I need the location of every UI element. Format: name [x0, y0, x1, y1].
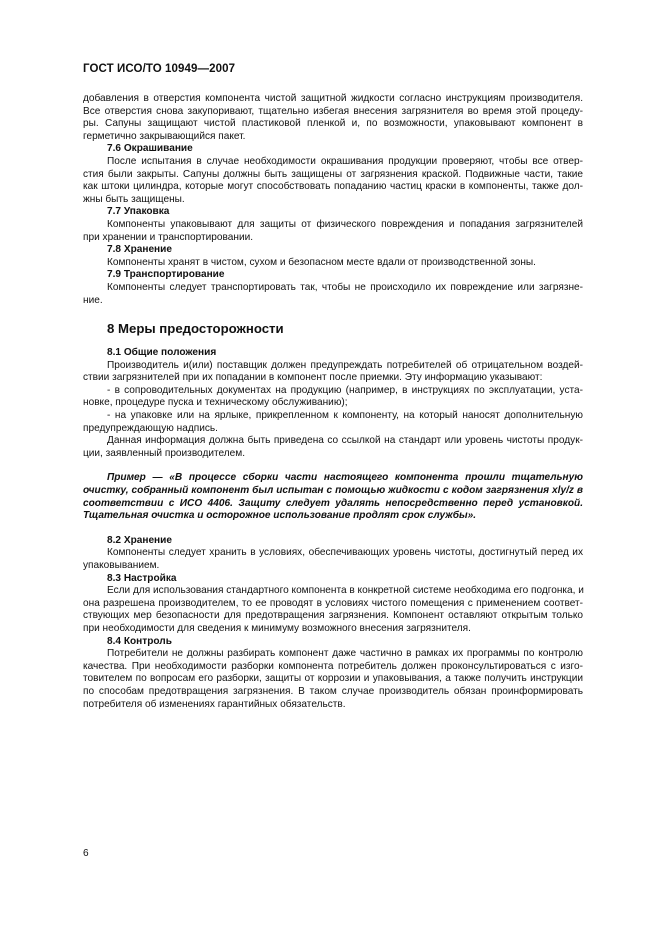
- text-line: новке, процедуре пуска и техническому обслуживанию);: [83, 397, 348, 409]
- text-line: Пример — «В процессе сборки части настоящего компонента прошли тщательную: [107, 472, 583, 484]
- text-line: как штоки цилиндра, которые могут способствовать попаданию частиц краски в компоненты, также дол-: [83, 181, 583, 193]
- example-paragraph: [83, 472, 583, 522]
- heading-7-9: 7.9 Транспортирование: [107, 269, 225, 281]
- text-line: при необходимости для сведения к минимуму возможного внесения загрязнителя.: [83, 622, 471, 634]
- text-line: очистку, собранный компонент был испытан с помощью жидкости с кодом загрязнения xly/z в: [83, 485, 583, 497]
- heading-7-6: 7.6 Окрашивание: [107, 143, 193, 155]
- heading-8-4: 8.4 Контроль: [107, 635, 172, 647]
- text-line: ствующих мер безопасности для предотвращения загрязнения. Компонент оставляют открытым только: [83, 610, 583, 622]
- text-line: - на упаковке или на ярлыке, прикрепленном к компоненту, на который наносят дополнительную: [107, 410, 583, 422]
- text-line: Компоненты упаковывают для защиты от физического повреждения и попадания загрязнителей: [107, 218, 583, 230]
- heading-8-3: 8.3 Настройка: [107, 572, 177, 584]
- text-line: Компоненты хранят в чистом, сухом и безопасном месте вдали от производственной зоны.: [107, 256, 536, 268]
- paragraph-7-8: [83, 257, 583, 270]
- text-line: Компоненты следует транспортировать так, чтобы не происходило их повреждение или загрязне-: [107, 281, 583, 293]
- text-line: Тщательная очистка и осторожное использование продлят срок службы».: [83, 510, 477, 522]
- text-line: при хранении и транспортировании.: [83, 231, 254, 243]
- text-line: герметично закрывающийся пакет.: [83, 130, 246, 142]
- text-line: ции, заявленный производителем.: [83, 447, 246, 459]
- text-line: Потребители не должны разбирать компонент даже частично в рамках их программы по контролю: [107, 648, 583, 660]
- text-line: она разрешена производителем, то ее проводят в условиях чистого помещения с применением соответ-: [83, 597, 583, 609]
- text-line: стия были закрыты. Сапуны должны быть защищены от загрязнения краской. Подвижные части, такие: [83, 168, 583, 180]
- paragraph-8-3: [83, 585, 583, 635]
- text-line: товителем по вопросам его разборки, защиты от коррозии и упаковывания, а также получить инструкции: [83, 673, 583, 685]
- paragraph-8-4: [83, 648, 583, 711]
- intro-paragraph: [83, 93, 583, 143]
- text-line: - в сопроводительных документах на продукцию (например, в инструкциях по эксплуатации, уста-: [107, 384, 583, 396]
- document-body: [83, 93, 583, 711]
- page-number: 6: [83, 848, 89, 859]
- text-line: упаковыванием.: [83, 560, 160, 571]
- paragraph-7-9: [83, 282, 583, 307]
- text-line: по способам предотвращения загрязнения. В таком случае производитель обязан проинформировать: [83, 685, 583, 697]
- text-line: потребителя об изменениях гарантийных обязательств.: [83, 698, 346, 710]
- text-line: соответствии с ИСО 4406. Защиту следует удалять непосредственно перед установкой.: [83, 497, 583, 509]
- text-line: качества. При необходимости разборки компонента потребитель должен проконсультироваться с изго-: [83, 660, 583, 672]
- text-line: Если для использования стандартного компонента в конкретной системе необходима его подгонка, и: [107, 585, 584, 597]
- text-line: добавления в отверстия компонента чистой защитной жидкости согласно инструкциям производителя.: [83, 93, 583, 104]
- text-line: ние.: [83, 294, 103, 306]
- paragraph-8-1: [83, 360, 583, 461]
- text-line: Все отверстия снова закупоривают, тщательно избегая внесения загрязнителя во время этой процеду-: [83, 105, 583, 117]
- paragraph-8-2: [83, 547, 583, 572]
- text-line: предупреждающую надпись.: [83, 422, 218, 434]
- text-line: После испытания в случае необходимости окрашивания продукции проверяют, чтобы все отвер-: [107, 155, 583, 167]
- text-line: ствии загрязнителей при их попадании в компонент после приемки. Эту информацию указывают:: [83, 372, 543, 384]
- heading-8-2: 8.2 Хранение: [107, 534, 172, 546]
- section-8-title: 8 Меры предосторожности: [107, 321, 284, 337]
- paragraph-7-6: [83, 156, 583, 206]
- text-line: жны быть защищены.: [83, 193, 185, 205]
- text-line: Компоненты следует хранить в условиях, обеспечивающих уровень чистоты, достигнутый перед их: [107, 547, 583, 559]
- heading-8-1: 8.1 Общие положения: [107, 347, 217, 359]
- text-line: Производитель и(или) поставщик должен предупреждать потребителей об отрицательном воздей-: [107, 359, 583, 371]
- document-header: ГОСТ ИСО/ТО 10949—2007: [83, 63, 236, 75]
- text-line: Данная информация должна быть приведена со ссылкой на стандарт или уровень чистоты продук-: [107, 435, 583, 447]
- heading-7-7: 7.7 Упаковка: [107, 206, 170, 218]
- heading-7-8: 7.8 Хранение: [107, 244, 172, 256]
- paragraph-7-7: [83, 219, 583, 244]
- text-line: ры. Сапуны защищают чистой пластиковой пленкой и, по возможности, упаковывают компонент в: [83, 118, 583, 130]
